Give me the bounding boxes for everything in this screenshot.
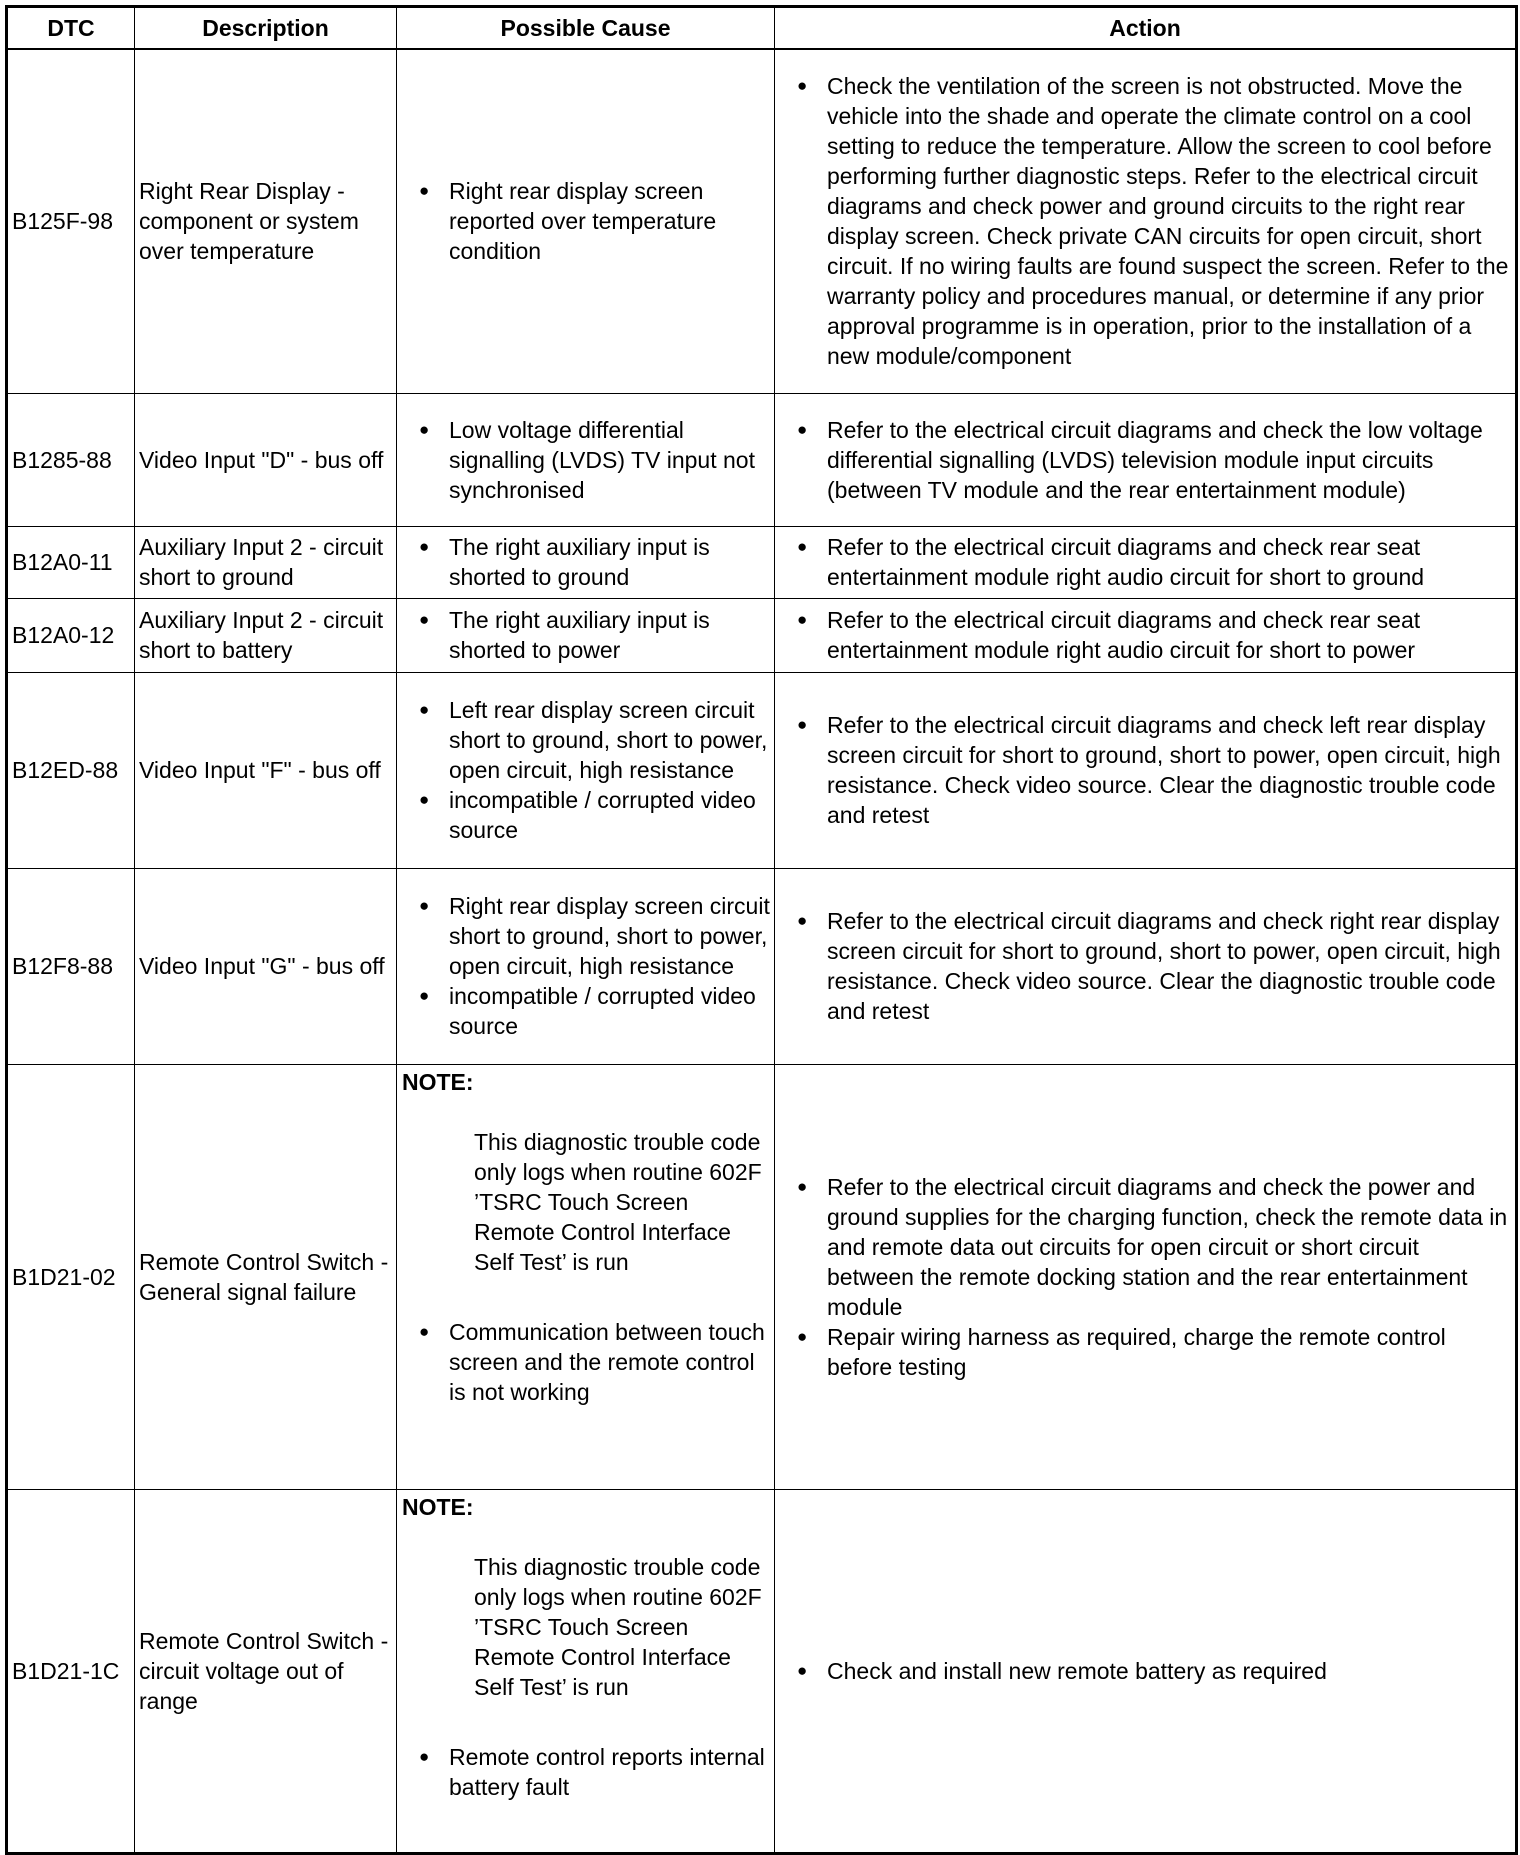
- possible-cause-cell: [397, 393, 775, 526]
- cause-item: [397, 981, 772, 1041]
- action-text: Refer to the electrical circuit diagrams and check left rear display screen circuit for short to ground, short to power, open circuit, high resistance. Check video source. Clear the diagnostic trouble code and retest: [827, 712, 1501, 828]
- action-text: Refer to the electrical circuit diagrams and check rear seat entertainment module right audio circuit for short to ground: [827, 534, 1425, 590]
- dtc-code: B1D21-02: [7, 1064, 135, 1489]
- cause-text: incompatible / corrupted video source: [449, 983, 756, 1039]
- header-row: [7, 7, 1517, 50]
- cause-text: Right rear display screen reported over temperature condition: [449, 178, 717, 265]
- action-cell: [775, 1064, 1517, 1489]
- cause-list: [397, 176, 772, 266]
- bullet-icon: ●: [797, 911, 808, 930]
- action-cell: [775, 526, 1517, 598]
- dtc-code: B1D21-1C: [7, 1489, 135, 1853]
- cause-text: incompatible / corrupted video source: [449, 787, 756, 843]
- cause-text: Right rear display screen circuit short to ground, short to power, open circuit, high resistance: [449, 893, 770, 979]
- action-cell: [775, 672, 1517, 868]
- dtc-description: Video Input "D" - bus off: [135, 393, 397, 526]
- action-list: [775, 906, 1513, 1026]
- possible-cause-cell: [397, 1489, 775, 1853]
- action-item: [775, 1172, 1513, 1322]
- bullet-icon: ●: [797, 419, 808, 439]
- cause-text: Low voltage differential signalling (LVDS) TV input not synchronised: [449, 416, 755, 503]
- action-item: [775, 605, 1513, 665]
- action-list: [775, 1656, 1513, 1686]
- header-possible-cause: Possible Cause: [397, 7, 775, 50]
- cause-list: [397, 695, 772, 845]
- bullet-icon: ●: [419, 419, 430, 439]
- bullet-icon: ●: [419, 181, 430, 201]
- action-text: Refer to the electrical circuit diagrams and check the low voltage differential signalling (LVDS) television module input circuits (between TV module and the rear entertainment module): [827, 416, 1483, 503]
- table-row: [7, 868, 1517, 1064]
- cause-list: [397, 415, 772, 505]
- dtc-description: Remote Control Switch - General signal failure: [135, 1064, 397, 1489]
- action-list: [775, 415, 1513, 505]
- cause-text: The right auxiliary input is shorted to power: [449, 607, 710, 663]
- cause-list: [397, 532, 772, 592]
- bullet-icon: ●: [419, 1746, 430, 1766]
- possible-cause-cell: [397, 598, 775, 672]
- action-text: Check the ventilation of the screen is not obstructed. Move the vehicle into the shade and operate the climate control on a cool setting to reduce the temperature. Allow the screen to cool before performing further diagnostic steps. Refer to the electrical circuit diagrams and check power and ground circuits to the right rear display screen. Check private CAN circuits for open circuit, short circuit. If no wiring faults are found suspect the screen. Refer to the warranty policy and procedures manual, or determine if any prior approval programme is in operation, prior to the installation of a new module/component: [827, 73, 1509, 370]
- dtc-description: Remote Control Switch - circuit voltage out of range: [135, 1489, 397, 1853]
- action-list: [775, 710, 1513, 830]
- dtc-description: Video Input "F" - bus off: [135, 672, 397, 868]
- cause-item: [397, 605, 772, 665]
- cause-item: [397, 415, 772, 505]
- action-item: [775, 1322, 1513, 1382]
- action-cell: [775, 868, 1517, 1064]
- dtc-description: Auxiliary Input 2 - circuit short to ground: [135, 526, 397, 598]
- action-text: Refer to the electrical circuit diagrams and check right rear display screen circuit for short to ground, short to power, open circuit, high resistance. Check video source. Clear the diagnostic trouble code and retest: [827, 908, 1501, 1024]
- note-text: This diagnostic trouble code only logs when routine 602F ’TSRC Touch Screen Remote Control Interface Self Test’ is run: [474, 1128, 762, 1275]
- bullet-icon: ●: [797, 76, 808, 96]
- action-list: [775, 605, 1513, 665]
- bullet-icon: ●: [419, 700, 430, 719]
- action-list: [775, 1172, 1513, 1382]
- cause-item: [397, 785, 772, 845]
- action-cell: [775, 1489, 1517, 1853]
- action-item: [775, 1656, 1513, 1686]
- dtc-code: B12A0-12: [7, 598, 135, 672]
- cause-item: [397, 532, 772, 592]
- bullet-icon: ●: [797, 537, 808, 556]
- bullet-icon: ●: [419, 537, 430, 556]
- cause-list: [397, 605, 772, 665]
- table-row: [7, 672, 1517, 868]
- action-cell: [775, 49, 1517, 393]
- cause-item: [397, 891, 772, 981]
- action-text: Refer to the electrical circuit diagrams and check the power and ground supplies for the charging function, check the remote data in and remote data out circuits for open circuit or short circuit between the remote docking station and the rear entertainment module: [827, 1173, 1508, 1320]
- cause-list: [397, 891, 772, 1041]
- action-item: [775, 710, 1513, 830]
- cause-item: [397, 1742, 772, 1802]
- action-item: [775, 415, 1513, 505]
- dtc-code: B1285-88: [7, 393, 135, 526]
- bullet-icon: ●: [797, 1326, 808, 1346]
- action-text: Check and install new remote battery as required: [827, 1657, 1327, 1684]
- table-row: [7, 598, 1517, 672]
- possible-cause-cell: [397, 526, 775, 598]
- dtc-code: B12F8-88: [7, 868, 135, 1064]
- table-row: [7, 526, 1517, 598]
- bullet-icon: ●: [419, 896, 430, 915]
- header-dtc: DTC: [7, 7, 135, 50]
- cause-text: The right auxiliary input is shorted to ground: [449, 534, 710, 590]
- header-action: Action: [775, 7, 1517, 50]
- action-item: [775, 532, 1513, 592]
- dtc-table: [5, 5, 1518, 1855]
- table-row: [7, 393, 1517, 526]
- cause-item: [397, 1317, 772, 1407]
- bullet-icon: ●: [419, 986, 430, 1005]
- possible-cause-cell: [397, 49, 775, 393]
- dtc-code: B12ED-88: [7, 672, 135, 868]
- bullet-icon: ●: [797, 610, 808, 629]
- bullet-icon: ●: [797, 1176, 808, 1196]
- action-item: [775, 906, 1513, 1026]
- bullet-icon: ●: [419, 610, 430, 629]
- cause-list: [397, 1742, 772, 1802]
- dtc-description: Right Rear Display - component or system over temperature: [135, 49, 397, 393]
- possible-cause-cell: [397, 1064, 775, 1489]
- cause-item: [397, 176, 772, 266]
- table-row: [7, 1489, 1517, 1853]
- cause-text: Left rear display screen circuit short to ground, short to power, open circuit, high resistance: [449, 697, 768, 783]
- action-list: [775, 532, 1513, 592]
- note-label: NOTE:: [402, 1493, 474, 1520]
- bullet-icon: ●: [419, 790, 430, 809]
- action-item: [775, 71, 1513, 371]
- table-row: [7, 49, 1517, 393]
- possible-cause-cell: [397, 868, 775, 1064]
- bullet-icon: ●: [419, 1321, 430, 1341]
- cause-item: [397, 695, 772, 785]
- cause-text: Remote control reports internal battery fault: [449, 1743, 765, 1800]
- cause-text: Communication between touch screen and the remote control is not working: [449, 1318, 765, 1405]
- header-description: Description: [135, 7, 397, 50]
- table-body: [7, 49, 1517, 1853]
- possible-cause-cell: [397, 672, 775, 868]
- action-cell: [775, 393, 1517, 526]
- bullet-icon: ●: [797, 1660, 808, 1680]
- table-row: [7, 1064, 1517, 1489]
- dtc-code: B125F-98: [7, 49, 135, 393]
- action-text: Repair wiring harness as required, charge the remote control before testing: [827, 1323, 1446, 1380]
- dtc-description: Video Input "G" - bus off: [135, 868, 397, 1064]
- dtc-description: Auxiliary Input 2 - circuit short to battery: [135, 598, 397, 672]
- dtc-code: B12A0-11: [7, 526, 135, 598]
- action-list: [775, 71, 1513, 371]
- cause-list: [397, 1317, 772, 1407]
- note-label: NOTE:: [402, 1068, 474, 1095]
- note-text: This diagnostic trouble code only logs when routine 602F ’TSRC Touch Screen Remote Control Interface Self Test’ is run: [474, 1553, 762, 1700]
- action-text: Refer to the electrical circuit diagrams and check rear seat entertainment module right audio circuit for short to power: [827, 607, 1421, 663]
- bullet-icon: ●: [797, 715, 808, 734]
- action-cell: [775, 598, 1517, 672]
